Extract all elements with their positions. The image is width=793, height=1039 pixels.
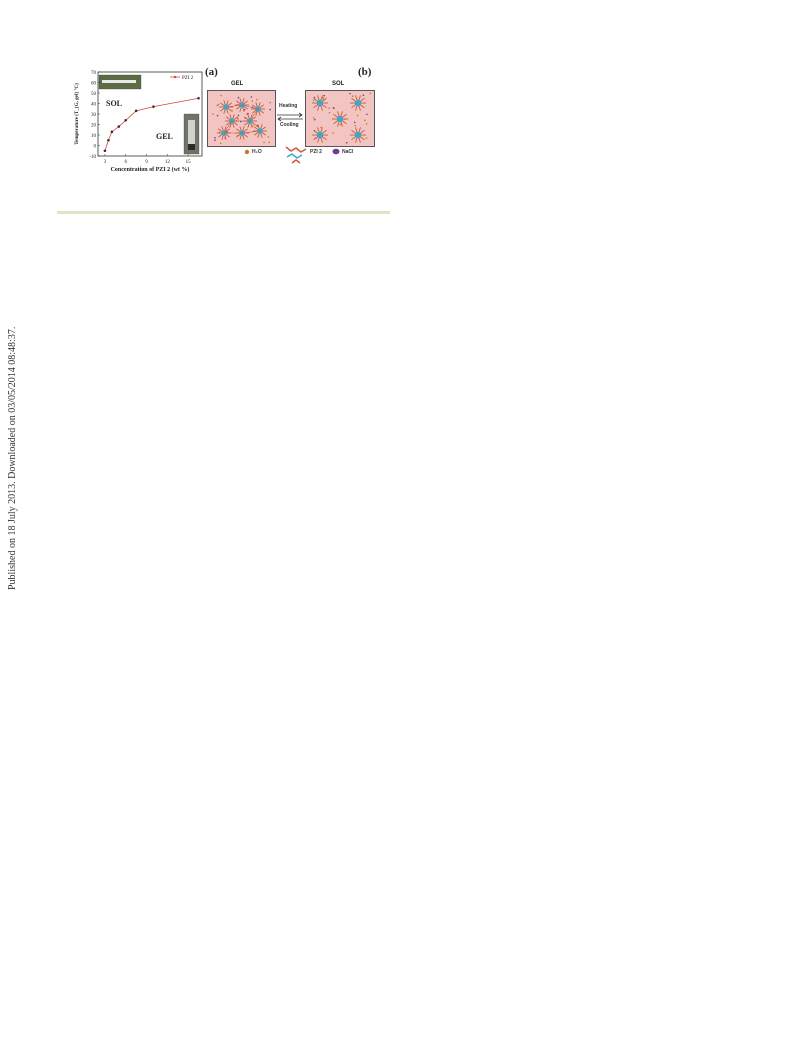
x-axis-label: Concentration of PZI 2 (wt %) [110, 167, 190, 173]
y-tick-label: 70 [91, 71, 96, 76]
ion-dot [238, 97, 240, 99]
graphical-abstract-figure [0, 0, 793, 230]
gel-inset-label: GEL [156, 132, 173, 141]
sol-micelle-box [305, 90, 375, 147]
publication-date-note: Published on 18 July 2013. Downloaded on 03/05/2014 08:48:37. [7, 326, 18, 590]
ion-dot [366, 113, 368, 115]
gel-network-illustration [208, 91, 275, 146]
ion-dot [333, 107, 335, 109]
y-tick-label: 10 [91, 134, 96, 139]
ion-dot [363, 94, 365, 96]
y-tick-label: 50 [91, 92, 96, 97]
ion-dot [252, 100, 254, 102]
ion-dot [256, 99, 258, 101]
polymer-chain-icon [284, 143, 308, 165]
micelle-core [317, 132, 323, 138]
ion-dot [320, 127, 322, 129]
y-tick-label: 30 [91, 113, 96, 118]
ion-dot [329, 112, 331, 114]
ion-dot [252, 125, 254, 127]
ion-dot [349, 93, 351, 95]
micelle-core [317, 100, 323, 106]
data-point [197, 97, 200, 100]
micelle-core [337, 116, 343, 122]
legend-polymer-label: PZI 2 [310, 149, 322, 155]
ion-dot [322, 97, 324, 99]
ion-dot [217, 115, 219, 117]
sol-micelle-illustration [306, 91, 374, 146]
ion-dot [340, 124, 342, 126]
gel-state-title: GEL [231, 81, 244, 87]
ion-dot [370, 93, 372, 95]
data-point [152, 105, 155, 108]
y-tick-label: 60 [91, 81, 96, 87]
data-point [107, 139, 110, 142]
data-point [135, 110, 138, 113]
panel-a-chart [72, 60, 207, 178]
y-tick-label: -10 [89, 155, 96, 160]
x-tick-label: 12 [164, 160, 170, 165]
x-tick-label: 3 [103, 160, 107, 165]
ion-dot [366, 137, 368, 139]
ion-dot [332, 132, 334, 134]
micelle-core [355, 100, 361, 106]
data-point [104, 149, 107, 152]
legend-marker [174, 76, 176, 78]
micelle-core [355, 132, 361, 138]
ion-dot [238, 115, 240, 117]
ion-dot [355, 125, 357, 127]
sol-state-title: SOL [332, 81, 345, 87]
ion-dot [251, 96, 253, 98]
x-tick-label: 6 [124, 160, 127, 165]
ion-dot [328, 107, 330, 109]
legend-water-label: H₂O [252, 149, 262, 155]
data-point [118, 125, 121, 128]
section-divider [57, 211, 390, 214]
ion-dot [212, 113, 214, 115]
panel-b-label: (b) [358, 66, 372, 78]
panel-b-scheme [206, 76, 386, 176]
cooling-label: Cooling [280, 122, 299, 128]
heating-label: Heating [279, 103, 298, 109]
ion-dot [322, 98, 324, 100]
ion-dot [352, 95, 354, 97]
y-tick-label: 40 [91, 102, 96, 108]
ion-dot [220, 95, 222, 97]
legend-salt-label: NaCl [342, 149, 354, 155]
ion-dot [214, 137, 216, 139]
gel-network-box [207, 90, 276, 147]
ion-dot [218, 104, 220, 106]
ion-dot [269, 109, 271, 111]
ion-dot [269, 102, 271, 104]
x-tick-label: 9 [145, 160, 148, 165]
ion-dot [364, 119, 366, 121]
sol-inset-label: SOL [106, 99, 123, 108]
ion-dot [314, 119, 316, 121]
data-point [124, 119, 127, 122]
ion-dot [357, 115, 359, 117]
ion-dot [214, 139, 216, 141]
legend-label: PZI 2 [182, 76, 194, 81]
y-axis-label: Temperature (T_{G, gel} °C) [75, 83, 80, 145]
data-point [111, 131, 114, 134]
ion-dot [323, 95, 325, 97]
panel-a-label: (a) [205, 66, 218, 78]
ion-dot [313, 100, 315, 102]
x-tick-label: 15 [185, 160, 191, 165]
ion-dot [313, 117, 315, 119]
y-tick-label: 20 [91, 123, 96, 129]
ion-dot [354, 122, 356, 124]
gel-vial-contents [188, 144, 195, 150]
ion-dot [216, 105, 218, 107]
sol-vial-tube [102, 80, 136, 83]
y-tick-label: 0 [93, 144, 96, 150]
ion-dot [247, 113, 249, 115]
gel-temperature-chart [72, 60, 207, 178]
water-molecule-icon [244, 149, 250, 155]
ion-dot [268, 136, 270, 138]
ion-dot [366, 123, 368, 125]
salt-ion-icon [332, 148, 340, 155]
scheme-legend [206, 143, 386, 173]
